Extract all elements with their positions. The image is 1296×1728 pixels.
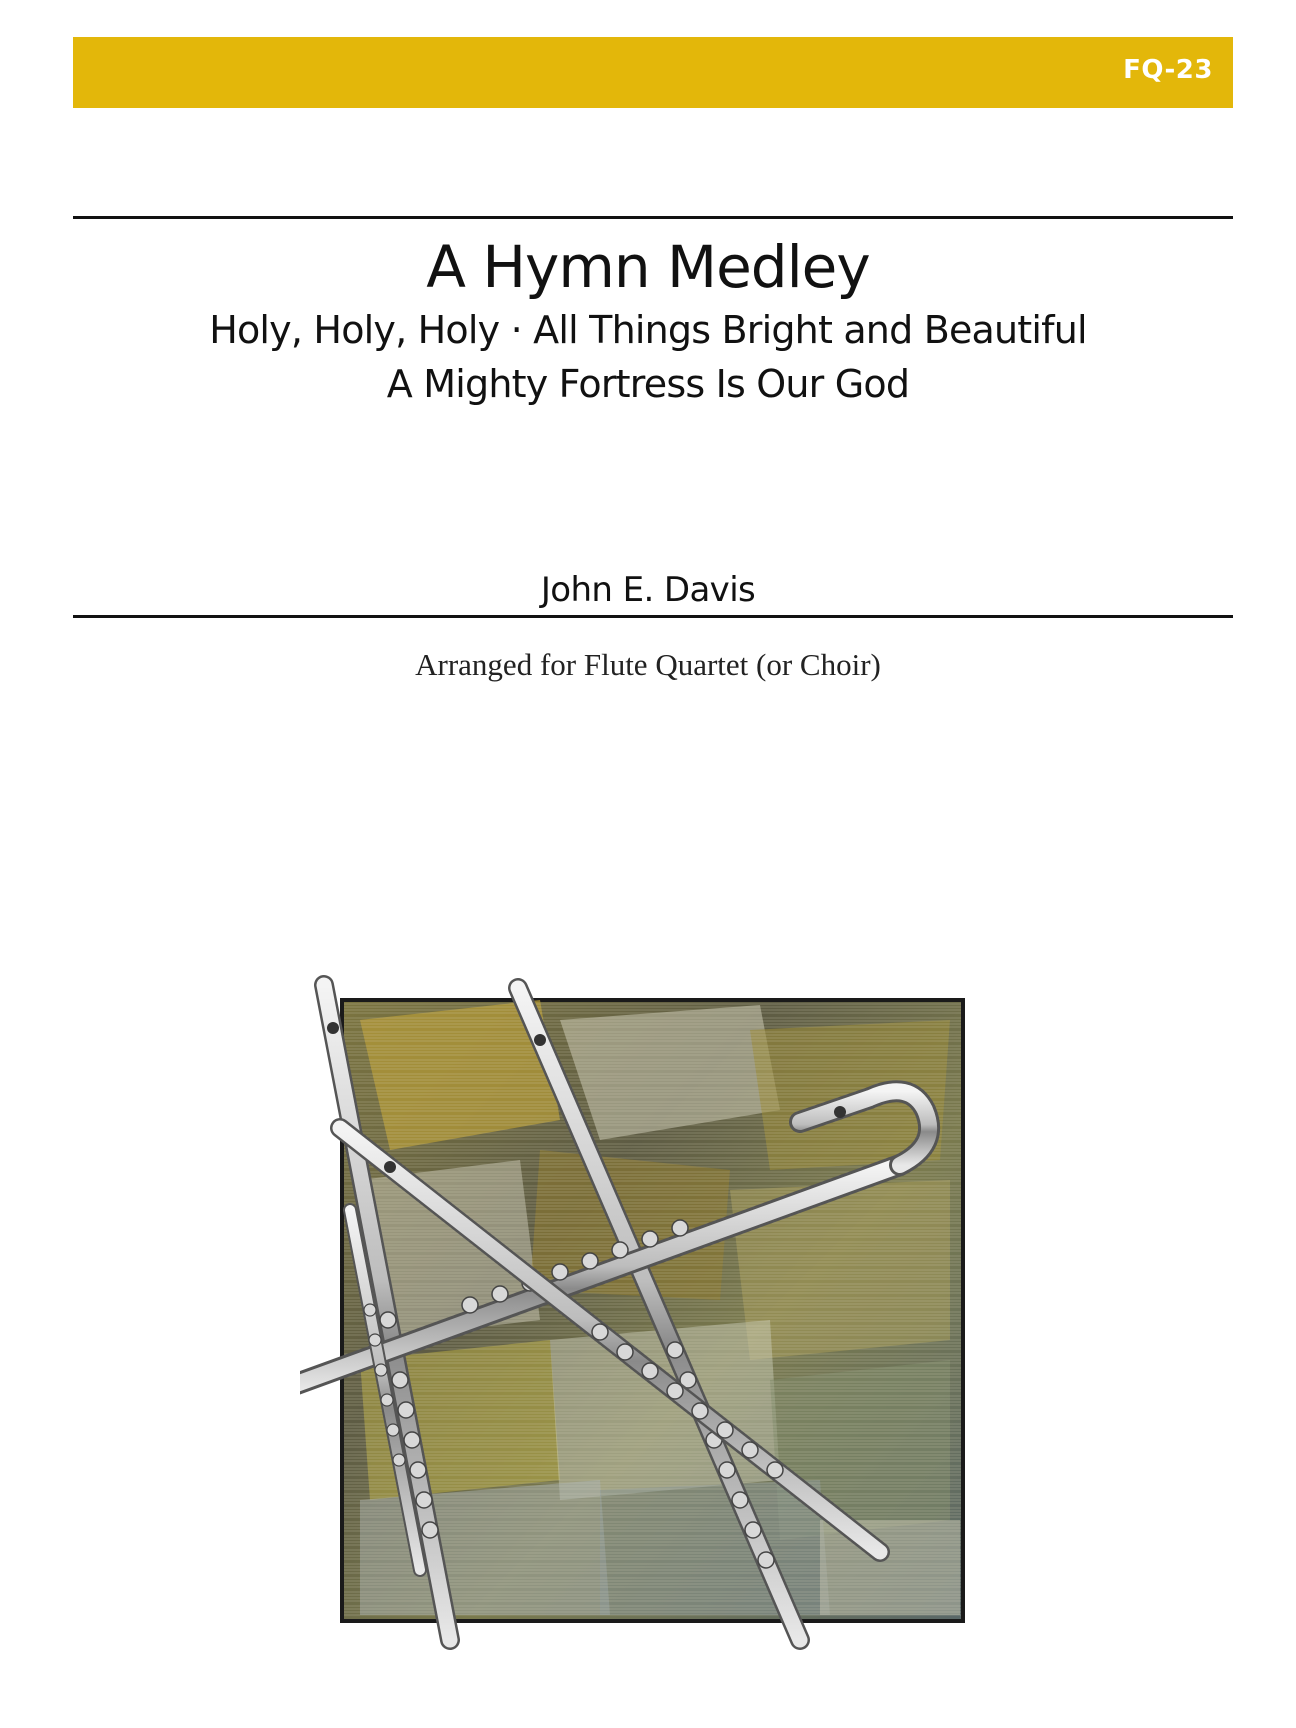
cover-artwork <box>300 960 1000 1660</box>
top-color-band <box>73 37 1233 108</box>
catalog-code: FQ-23 <box>1123 55 1213 85</box>
arrangement-note: Arranged for Flute Quartet (or Choir) <box>415 647 881 682</box>
subtitle-line-2: A Mighty Fortress Is Our God <box>386 362 910 406</box>
piece-title: A Hymn Medley <box>426 233 870 301</box>
top-divider <box>73 216 1233 219</box>
composer-name: John E. Davis <box>540 570 756 610</box>
bottom-divider <box>73 615 1233 618</box>
subtitle-line-1: Holy, Holy, Holy · All Things Bright and Beautiful <box>209 308 1087 352</box>
